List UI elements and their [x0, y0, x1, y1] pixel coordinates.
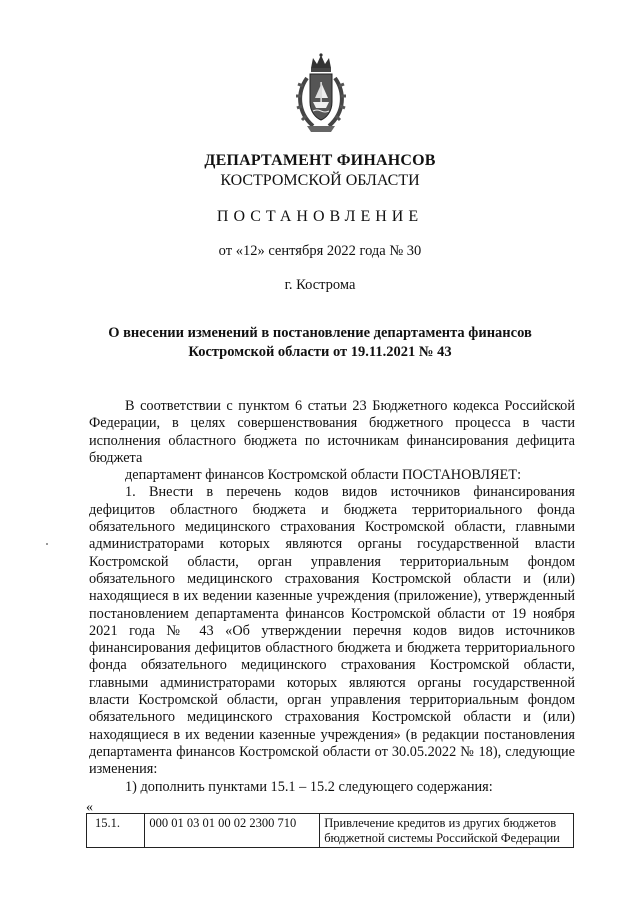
body-paragraph-subitem-1: 1) дополнить пунктами 15.1 – 15.2 следующего содержания: [125, 778, 493, 795]
opening-quote: « [86, 800, 93, 815]
document-type: ПОСТАНОВЛЕНИЕ [216, 208, 424, 225]
body-paragraph-preamble: В соответствии с пунктом 6 статьи 23 Бюджетного кодекса Российской Федерации, в целях совершенствования бюджетного процесса в части исполнения областного бюджета по источникам финансирования дефицита бюджета [89, 398, 575, 466]
row-number: 15.1. [87, 814, 145, 848]
document-title-line2: Костромской области от 19.11.2021 № 43 [188, 344, 452, 360]
codes-table [86, 813, 574, 848]
document-city: г. Кострома [284, 277, 356, 293]
org-name-line2: КОСТРОМСКОЙ ОБЛАСТИ [220, 172, 420, 189]
table-row [87, 814, 574, 848]
coat-of-arms-icon [291, 52, 351, 138]
document-title-line1: О внесении изменений в постановление департамента финансов [108, 325, 532, 341]
document-date: от «12» сентября 2022 года № 30 [218, 243, 422, 259]
row-code: 000 01 03 01 00 02 2300 710 [145, 814, 320, 848]
body-paragraph-resolves: департамент финансов Костромской области ПОСТАНОВЛЯЕТ: [125, 467, 522, 484]
body-paragraph-item-1: 1. Внести в перечень кодов видов источников финансирования дефицитов областного бюджета и бюджета территориального фонда обязательного медицинского страхования Костромской области, главными администраторами которых являются органы государственной власти Костромской области, орган управления территориальным фондом обязательного медицинского страхования Костромской области и (или) находящиеся в их ведении казенные учреждения (приложение), утвержденный постановлением департамента финансов Костромской области от 19 ноября 2021 года № 43 «Об утверждении перечня кодов видов источников финансирования дефицитов областного бюджета и бюджета территориального фонда обязательного медицинского страхования Костромской области, главными администраторами которых являются органы государственной власти Костромской области, орган управления территориальным фондом обязательного медицинского страхования Костромской области и (или) находящиеся в их ведении казенные учреждения» (в редакции постановления департамента финансов Костромской области от 30.05.2022 № 18), следующие изменения: [89, 484, 575, 778]
org-name-line1: ДЕПАРТАМЕНТ ФИНАНСОВ [204, 152, 436, 169]
row-description: Привлечение кредитов из других бюджетов бюджетной системы Российской Федерации [320, 814, 574, 848]
document-body [89, 398, 575, 796]
scan-speck [46, 543, 48, 545]
